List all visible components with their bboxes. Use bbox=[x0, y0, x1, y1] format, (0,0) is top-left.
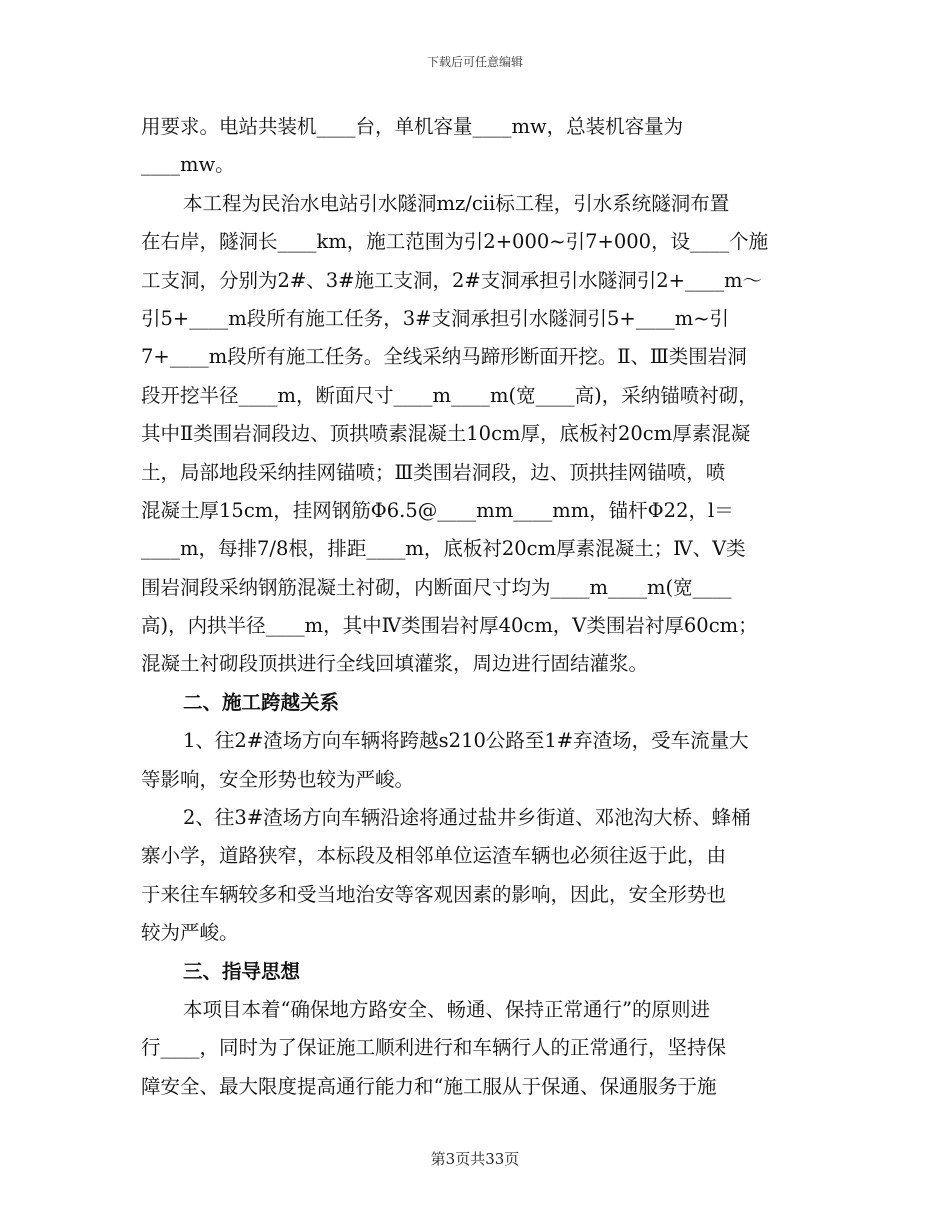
paragraph-line: 围岩洞段采纳钢筋混凝土衬砌，内断面尺寸均为____m____m(宽____ bbox=[141, 575, 732, 599]
paragraph-line: 混凝土衬砌段顶拱进行全线回填灌浆，周边进行固结灌浆。 bbox=[141, 652, 649, 676]
paragraph-line: 2、往3#渣场方向车辆沿途将通过盐井乡街道、邓池沟大桥、蜂桶 bbox=[183, 806, 751, 830]
paragraph-line: 于来往车辆较多和受当地治安等客观因素的影响，因此，安全形势也 bbox=[141, 882, 727, 906]
paragraph-line: 寨小学，道路狭窄，本标段及相邻单位运渣车辆也必须往返于此，由 bbox=[141, 844, 727, 868]
paragraph-line: 段开挖半径____m，断面尺寸____m____m(宽____高)，采纳锚喷衬砌， bbox=[141, 383, 758, 407]
paragraph-line: 本项目本着“确保地方路安全、畅通、保持正常通行”的原则进 bbox=[183, 997, 710, 1021]
paragraph-line: 等影响，安全形势也较为严峻。 bbox=[141, 767, 415, 791]
paragraph-line: 行____，同时为了保证施工顺利进行和车辆行人的正常通行，坚持保 bbox=[141, 1036, 727, 1060]
paragraph-line: 障安全、最大限度提高通行能力和“施工服从于保通、保通服务于施 bbox=[141, 1074, 717, 1098]
paragraph-line: ____mw。 bbox=[141, 153, 235, 177]
paragraph-line: 本工程为民治水电站引水隧洞mz/cii标工程，引水系统隧洞布置 bbox=[183, 191, 730, 215]
paragraph-line: 其中Ⅱ类围岩洞段边、顶拱喷素混凝土10cm厚，底板衬20cm厚素混凝 bbox=[141, 422, 751, 446]
paragraph-line: 工支洞，分别为2#、3#施工支洞，2#支洞承担引水隧洞引2+____m～ bbox=[141, 268, 762, 292]
document-body bbox=[141, 108, 817, 1106]
paragraph-line: 高)，内拱半径____m，其中Ⅳ类围岩衬厚40cm，Ⅴ类围岩衬厚60cm； bbox=[141, 614, 758, 638]
page-header: 下载后可任意编辑 bbox=[426, 55, 523, 69]
paragraph-line: 引5+____m段所有施工任务，3#支洞承担引水隧洞引5+____m~引 bbox=[141, 306, 730, 330]
paragraph-line: 混凝土厚15cm，挂网钢筋Φ6.5@____mm____mm，锚杆Φ22，l＝ bbox=[141, 498, 734, 522]
paragraph-line: 土，局部地段采纳挂网锚喷；Ⅲ类围岩洞段，边、顶拱挂网锚喷，喷 bbox=[141, 460, 726, 484]
paragraph-line: 1、往2#渣场方向车辆将跨越s210公路至1#弃渣场，受车流量大 bbox=[183, 729, 749, 753]
paragraph-line: 在右岸，隧洞长____km，施工范围为引2+000~引7+000，设____个施 bbox=[141, 230, 769, 254]
paragraph-line: 用要求。电站共装机____台，单机容量____mw，总装机容量为 bbox=[141, 115, 684, 138]
paragraph-line: 较为严峻。 bbox=[141, 921, 239, 945]
section-heading: 三、指导思想 bbox=[183, 959, 301, 983]
paragraph-line: 7+____m段所有施工任务。全线采纳马蹄形断面开挖。Ⅱ、Ⅲ类围岩洞 bbox=[141, 345, 747, 369]
section-heading: 二、施工跨越关系 bbox=[183, 690, 340, 714]
page-footer: 第3页共33页 bbox=[430, 1150, 520, 1168]
paragraph-line: ____m，每排7/8根，排距____m，底板衬20cm厚素混凝土；Ⅳ、Ⅴ类 bbox=[141, 537, 746, 561]
